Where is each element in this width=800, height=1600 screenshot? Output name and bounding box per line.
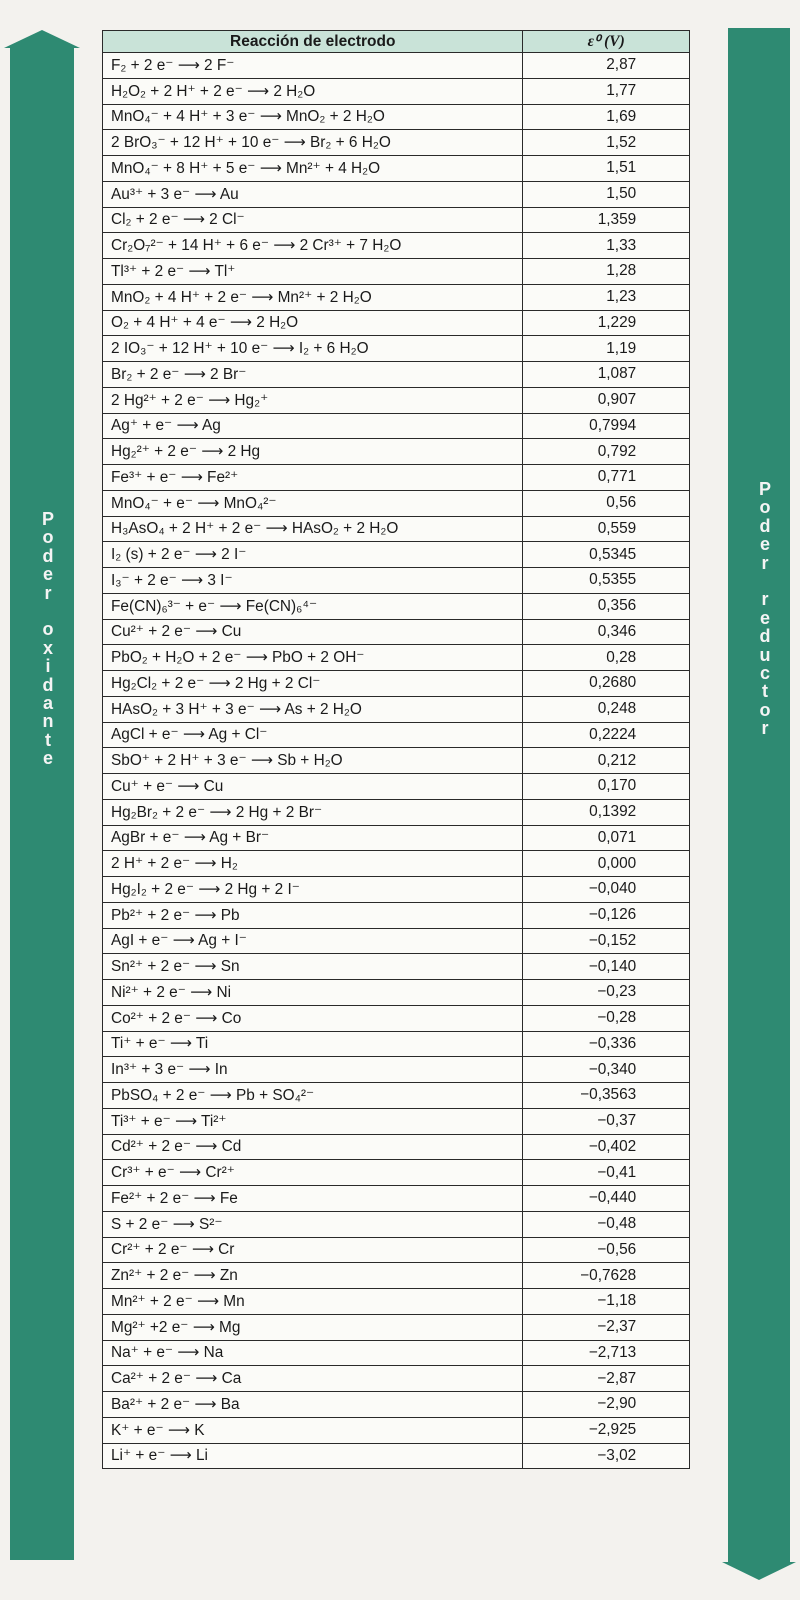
potential-value: 1,19 [606, 339, 637, 357]
table-row [103, 387, 690, 413]
table-row [103, 1417, 690, 1443]
table-row [103, 439, 690, 465]
arrow-up-icon [4, 30, 80, 48]
table-row [103, 516, 690, 542]
potential-value: 2,87 [606, 56, 637, 74]
reaction-cell: Zn²⁺ + 2 e⁻ ⟶ Zn [103, 1263, 523, 1289]
table-row [103, 233, 690, 259]
reaction-cell: Ti³⁺ + e⁻ ⟶ Ti²⁺ [103, 1108, 523, 1134]
potential-value: 0,771 [597, 468, 637, 486]
table-row [103, 1289, 690, 1315]
reaction-cell: Cu²⁺ + 2 e⁻ ⟶ Cu [103, 619, 523, 645]
potential-value: 1,69 [606, 107, 637, 125]
table-row [103, 645, 690, 671]
electrode-potential-table [102, 30, 690, 1469]
reaction-cell: AgI + e⁻ ⟶ Ag + I⁻ [103, 928, 523, 954]
reaction-cell: SbO⁺ + 2 H⁺ + 3 e⁻ ⟶ Sb + H₂O [103, 748, 523, 774]
potential-value: −2,37 [597, 1318, 637, 1336]
potential-value: 0,28 [606, 648, 637, 666]
potential-value: −0,440 [588, 1189, 637, 1207]
table-row [103, 1314, 690, 1340]
potential-cell [523, 53, 690, 79]
potential-value: −0,040 [588, 880, 637, 898]
potential-cell [523, 1108, 690, 1134]
potential-cell [523, 954, 690, 980]
potential-cell [523, 78, 690, 104]
potential-cell [523, 877, 690, 903]
potential-cell [523, 1134, 690, 1160]
reducing-power-shaft [728, 28, 790, 1562]
table-row [103, 877, 690, 903]
potential-cell [523, 928, 690, 954]
table-row [103, 1211, 690, 1237]
reaction-cell: Hg₂Br₂ + 2 e⁻ ⟶ 2 Hg + 2 Br⁻ [103, 799, 523, 825]
potential-value: 0,7994 [589, 416, 637, 434]
potential-value: 0,071 [597, 828, 637, 846]
potential-value: 0,5345 [589, 545, 637, 563]
potential-cell [523, 1392, 690, 1418]
reaction-cell: Fe²⁺ + 2 e⁻ ⟶ Fe [103, 1186, 523, 1212]
potential-value: 1,33 [606, 236, 637, 254]
reaction-cell: MnO₄⁻ + 4 H⁺ + 3 e⁻ ⟶ MnO₂ + 2 H₂O [103, 104, 523, 130]
potential-cell [523, 1443, 690, 1469]
potential-cell [523, 568, 690, 594]
potential-cell [523, 593, 690, 619]
table-row [103, 1005, 690, 1031]
reaction-cell: Ca²⁺ + 2 e⁻ ⟶ Ca [103, 1366, 523, 1392]
reaction-cell: MnO₂ + 4 H⁺ + 2 e⁻ ⟶ Mn²⁺ + 2 H₂O [103, 284, 523, 310]
reaction-cell: Pb²⁺ + 2 e⁻ ⟶ Pb [103, 902, 523, 928]
table-row [103, 207, 690, 233]
potential-cell [523, 336, 690, 362]
table-row [103, 181, 690, 207]
table-row [103, 1186, 690, 1212]
reaction-cell: S + 2 e⁻ ⟶ S²⁻ [103, 1211, 523, 1237]
potential-cell [523, 825, 690, 851]
potential-cell [523, 207, 690, 233]
potential-value: −0,56 [597, 1240, 637, 1258]
table-row [103, 310, 690, 336]
potential-value: 0,1392 [589, 803, 637, 821]
potential-cell [523, 1289, 690, 1315]
reaction-cell: Ni²⁺ + 2 e⁻ ⟶ Ni [103, 980, 523, 1006]
potential-value: 1,229 [597, 313, 637, 331]
table-row [103, 619, 690, 645]
potential-cell [523, 490, 690, 516]
reaction-cell: 2 Hg²⁺ + 2 e⁻ ⟶ Hg₂⁺ [103, 387, 523, 413]
reaction-cell: Cd²⁺ + 2 e⁻ ⟶ Cd [103, 1134, 523, 1160]
table-row [103, 980, 690, 1006]
potential-cell [523, 516, 690, 542]
table-row [103, 259, 690, 285]
header-potential [523, 31, 690, 53]
reaction-cell: Mn²⁺ + 2 e⁻ ⟶ Mn [103, 1289, 523, 1315]
table-row [103, 902, 690, 928]
reaction-cell: Au³⁺ + 3 e⁻ ⟶ Au [103, 181, 523, 207]
potential-cell [523, 439, 690, 465]
potential-cell [523, 542, 690, 568]
table-row [103, 593, 690, 619]
potential-cell [523, 284, 690, 310]
reaction-cell: Sn²⁺ + 2 e⁻ ⟶ Sn [103, 954, 523, 980]
table-row [103, 465, 690, 491]
table-row [103, 362, 690, 388]
potential-value: 0,559 [597, 519, 637, 537]
reaction-cell: Hg₂Cl₂ + 2 e⁻ ⟶ 2 Hg + 2 Cl⁻ [103, 671, 523, 697]
table-row [103, 1340, 690, 1366]
potential-value: −0,3563 [580, 1086, 637, 1104]
header-potential-text: ε⁰ (V) [587, 33, 625, 50]
table-row [103, 104, 690, 130]
potential-value: 1,28 [606, 262, 637, 280]
potential-value: −2,925 [588, 1421, 637, 1439]
reaction-cell: Mg²⁺ +2 e⁻ ⟶ Mg [103, 1314, 523, 1340]
reaction-cell: AgCl + e⁻ ⟶ Ag + Cl⁻ [103, 722, 523, 748]
potential-cell [523, 902, 690, 928]
potential-cell [523, 671, 690, 697]
table-row [103, 490, 690, 516]
table-row [103, 53, 690, 79]
potential-cell [523, 310, 690, 336]
potential-value: −0,23 [597, 983, 637, 1001]
potential-cell [523, 130, 690, 156]
table-body [103, 53, 690, 1469]
potential-value: −0,340 [588, 1060, 637, 1078]
table-row [103, 1083, 690, 1109]
potential-cell [523, 851, 690, 877]
potential-cell [523, 1237, 690, 1263]
potential-value: 1,50 [606, 185, 637, 203]
potential-value: 0,792 [597, 442, 637, 460]
potential-value: −3,02 [597, 1446, 637, 1464]
potential-value: −0,140 [588, 957, 637, 975]
reaction-cell: Cl₂ + 2 e⁻ ⟶ 2 Cl⁻ [103, 207, 523, 233]
potential-cell [523, 1031, 690, 1057]
potential-value: 0,170 [597, 777, 637, 795]
reducing-power-label: P o d e r r e d u c t o r [758, 479, 771, 739]
table-row [103, 542, 690, 568]
potential-cell [523, 387, 690, 413]
potential-value: 0,356 [597, 597, 637, 615]
table-header-row [103, 31, 690, 53]
reaction-cell: 2 BrO₃⁻ + 12 H⁺ + 10 e⁻ ⟶ Br₂ + 6 H₂O [103, 130, 523, 156]
reaction-cell: In³⁺ + 3 e⁻ ⟶ In [103, 1057, 523, 1083]
potential-cell [523, 181, 690, 207]
potential-value: −0,126 [588, 906, 637, 924]
potential-cell [523, 1057, 690, 1083]
table-row [103, 851, 690, 877]
potential-value: 0,2224 [589, 725, 637, 743]
table-row [103, 1263, 690, 1289]
table-row [103, 722, 690, 748]
table-row [103, 799, 690, 825]
header-reaction: Reacción de electrodo [103, 31, 523, 53]
reaction-cell: HAsO₂ + 3 H⁺ + 3 e⁻ ⟶ As + 2 H₂O [103, 696, 523, 722]
reaction-cell: Br₂ + 2 e⁻ ⟶ 2 Br⁻ [103, 362, 523, 388]
oxidizing-power-label: P o d e r o x i d a n t e [41, 509, 54, 769]
potential-value: −0,37 [597, 1112, 637, 1130]
reaction-cell: Tl³⁺ + 2 e⁻ ⟶ Tl⁺ [103, 259, 523, 285]
reaction-cell: K⁺ + e⁻ ⟶ K [103, 1417, 523, 1443]
reaction-cell: O₂ + 4 H⁺ + 4 e⁻ ⟶ 2 H₂O [103, 310, 523, 336]
reaction-cell: Ti⁺ + e⁻ ⟶ Ti [103, 1031, 523, 1057]
table-row [103, 284, 690, 310]
table-row [103, 671, 690, 697]
potential-value: −2,87 [597, 1369, 637, 1387]
reaction-cell: 2 IO₃⁻ + 12 H⁺ + 10 e⁻ ⟶ I₂ + 6 H₂O [103, 336, 523, 362]
table-row [103, 696, 690, 722]
potential-value: −0,41 [597, 1163, 637, 1181]
potential-value: 1,51 [606, 159, 637, 177]
potential-cell [523, 1160, 690, 1186]
oxidizing-power-shaft [10, 48, 74, 1560]
potential-value: 0,212 [597, 751, 637, 769]
potential-value: −0,402 [588, 1137, 637, 1155]
potential-value: 1,087 [597, 365, 637, 383]
potential-cell [523, 465, 690, 491]
potential-value: −2,90 [597, 1395, 637, 1413]
reaction-cell: Li⁺ + e⁻ ⟶ Li [103, 1443, 523, 1469]
reaction-cell: I₂ (s) + 2 e⁻ ⟶ 2 I⁻ [103, 542, 523, 568]
reaction-cell: F₂ + 2 e⁻ ⟶ 2 F⁻ [103, 53, 523, 79]
potential-cell [523, 1314, 690, 1340]
potential-cell [523, 413, 690, 439]
reaction-cell: 2 H⁺ + 2 e⁻ ⟶ H₂ [103, 851, 523, 877]
potential-value: −2,713 [588, 1343, 637, 1361]
potential-cell [523, 696, 690, 722]
reaction-cell: H₂O₂ + 2 H⁺ + 2 e⁻ ⟶ 2 H₂O [103, 78, 523, 104]
reaction-cell: Fe³⁺ + e⁻ ⟶ Fe²⁺ [103, 465, 523, 491]
potential-cell [523, 156, 690, 182]
potential-cell [523, 722, 690, 748]
reaction-cell: PbSO₄ + 2 e⁻ ⟶ Pb + SO₄²⁻ [103, 1083, 523, 1109]
table-row [103, 78, 690, 104]
potential-cell [523, 259, 690, 285]
potential-cell [523, 980, 690, 1006]
potential-cell [523, 1417, 690, 1443]
reaction-cell: AgBr + e⁻ ⟶ Ag + Br⁻ [103, 825, 523, 851]
potential-cell [523, 1366, 690, 1392]
table-row [103, 928, 690, 954]
potential-cell [523, 1263, 690, 1289]
arrow-down-icon [722, 1562, 796, 1580]
table-row [103, 774, 690, 800]
table-row [103, 413, 690, 439]
table-row [103, 1160, 690, 1186]
potential-value: −0,28 [597, 1009, 637, 1027]
potential-value: 1,77 [606, 82, 637, 100]
potential-value: 0,907 [597, 391, 637, 409]
table-row [103, 130, 690, 156]
table-row [103, 1134, 690, 1160]
reaction-cell: Hg₂I₂ + 2 e⁻ ⟶ 2 Hg + 2 I⁻ [103, 877, 523, 903]
table-row [103, 1392, 690, 1418]
reaction-cell: Co²⁺ + 2 e⁻ ⟶ Co [103, 1005, 523, 1031]
reaction-cell: MnO₄⁻ + 8 H⁺ + 5 e⁻ ⟶ Mn²⁺ + 4 H₂O [103, 156, 523, 182]
potential-cell [523, 233, 690, 259]
table-row [103, 156, 690, 182]
potential-cell [523, 104, 690, 130]
reaction-cell: Fe(CN)₆³⁻ + e⁻ ⟶ Fe(CN)₆⁴⁻ [103, 593, 523, 619]
potential-value: −0,152 [588, 931, 637, 949]
reaction-cell: H₃AsO₄ + 2 H⁺ + 2 e⁻ ⟶ HAsO₂ + 2 H₂O [103, 516, 523, 542]
reaction-cell: Cr²⁺ + 2 e⁻ ⟶ Cr [103, 1237, 523, 1263]
potential-cell [523, 774, 690, 800]
potential-cell [523, 1340, 690, 1366]
potential-cell [523, 748, 690, 774]
table-row [103, 825, 690, 851]
reaction-cell: Hg₂²⁺ + 2 e⁻ ⟶ 2 Hg [103, 439, 523, 465]
potential-cell [523, 799, 690, 825]
table-row [103, 336, 690, 362]
potential-cell [523, 1005, 690, 1031]
potential-value: 0,5355 [589, 571, 637, 589]
reaction-cell: I₃⁻ + 2 e⁻ ⟶ 3 I⁻ [103, 568, 523, 594]
potential-cell [523, 1083, 690, 1109]
potential-value: −0,48 [597, 1215, 637, 1233]
reaction-cell: Ag⁺ + e⁻ ⟶ Ag [103, 413, 523, 439]
potential-value: 0,000 [597, 854, 637, 872]
table-row [103, 1237, 690, 1263]
potential-value: 0,346 [597, 622, 637, 640]
potential-value: 0,56 [606, 494, 637, 512]
potential-cell [523, 1211, 690, 1237]
potential-value: −0,336 [588, 1034, 637, 1052]
potential-value: 1,23 [606, 288, 637, 306]
table-row [103, 748, 690, 774]
potential-cell [523, 362, 690, 388]
table-row [103, 1108, 690, 1134]
table-row [103, 568, 690, 594]
reaction-cell: Cu⁺ + e⁻ ⟶ Cu [103, 774, 523, 800]
potential-value: 1,359 [597, 210, 637, 228]
table-row [103, 1057, 690, 1083]
potential-value: 0,2680 [589, 674, 637, 692]
reaction-cell: Cr₂O₇²⁻ + 14 H⁺ + 6 e⁻ ⟶ 2 Cr³⁺ + 7 H₂O [103, 233, 523, 259]
reaction-cell: MnO₄⁻ + e⁻ ⟶ MnO₄²⁻ [103, 490, 523, 516]
oxidizing-power-bar [4, 30, 80, 1560]
reaction-cell: PbO₂ + H₂O + 2 e⁻ ⟶ PbO + 2 OH⁻ [103, 645, 523, 671]
potential-value: −1,18 [597, 1292, 637, 1310]
potential-value: 0,248 [597, 700, 637, 718]
potential-cell [523, 619, 690, 645]
potential-value: 1,52 [606, 133, 637, 151]
table-row [103, 954, 690, 980]
reaction-cell: Na⁺ + e⁻ ⟶ Na [103, 1340, 523, 1366]
reducing-power-bar [722, 28, 796, 1588]
table-row [103, 1031, 690, 1057]
reaction-cell: Ba²⁺ + 2 e⁻ ⟶ Ba [103, 1392, 523, 1418]
potential-value: −0,7628 [580, 1266, 637, 1284]
potential-cell [523, 1186, 690, 1212]
potential-cell [523, 645, 690, 671]
table-row [103, 1366, 690, 1392]
reaction-cell: Cr³⁺ + e⁻ ⟶ Cr²⁺ [103, 1160, 523, 1186]
table-row [103, 1443, 690, 1469]
